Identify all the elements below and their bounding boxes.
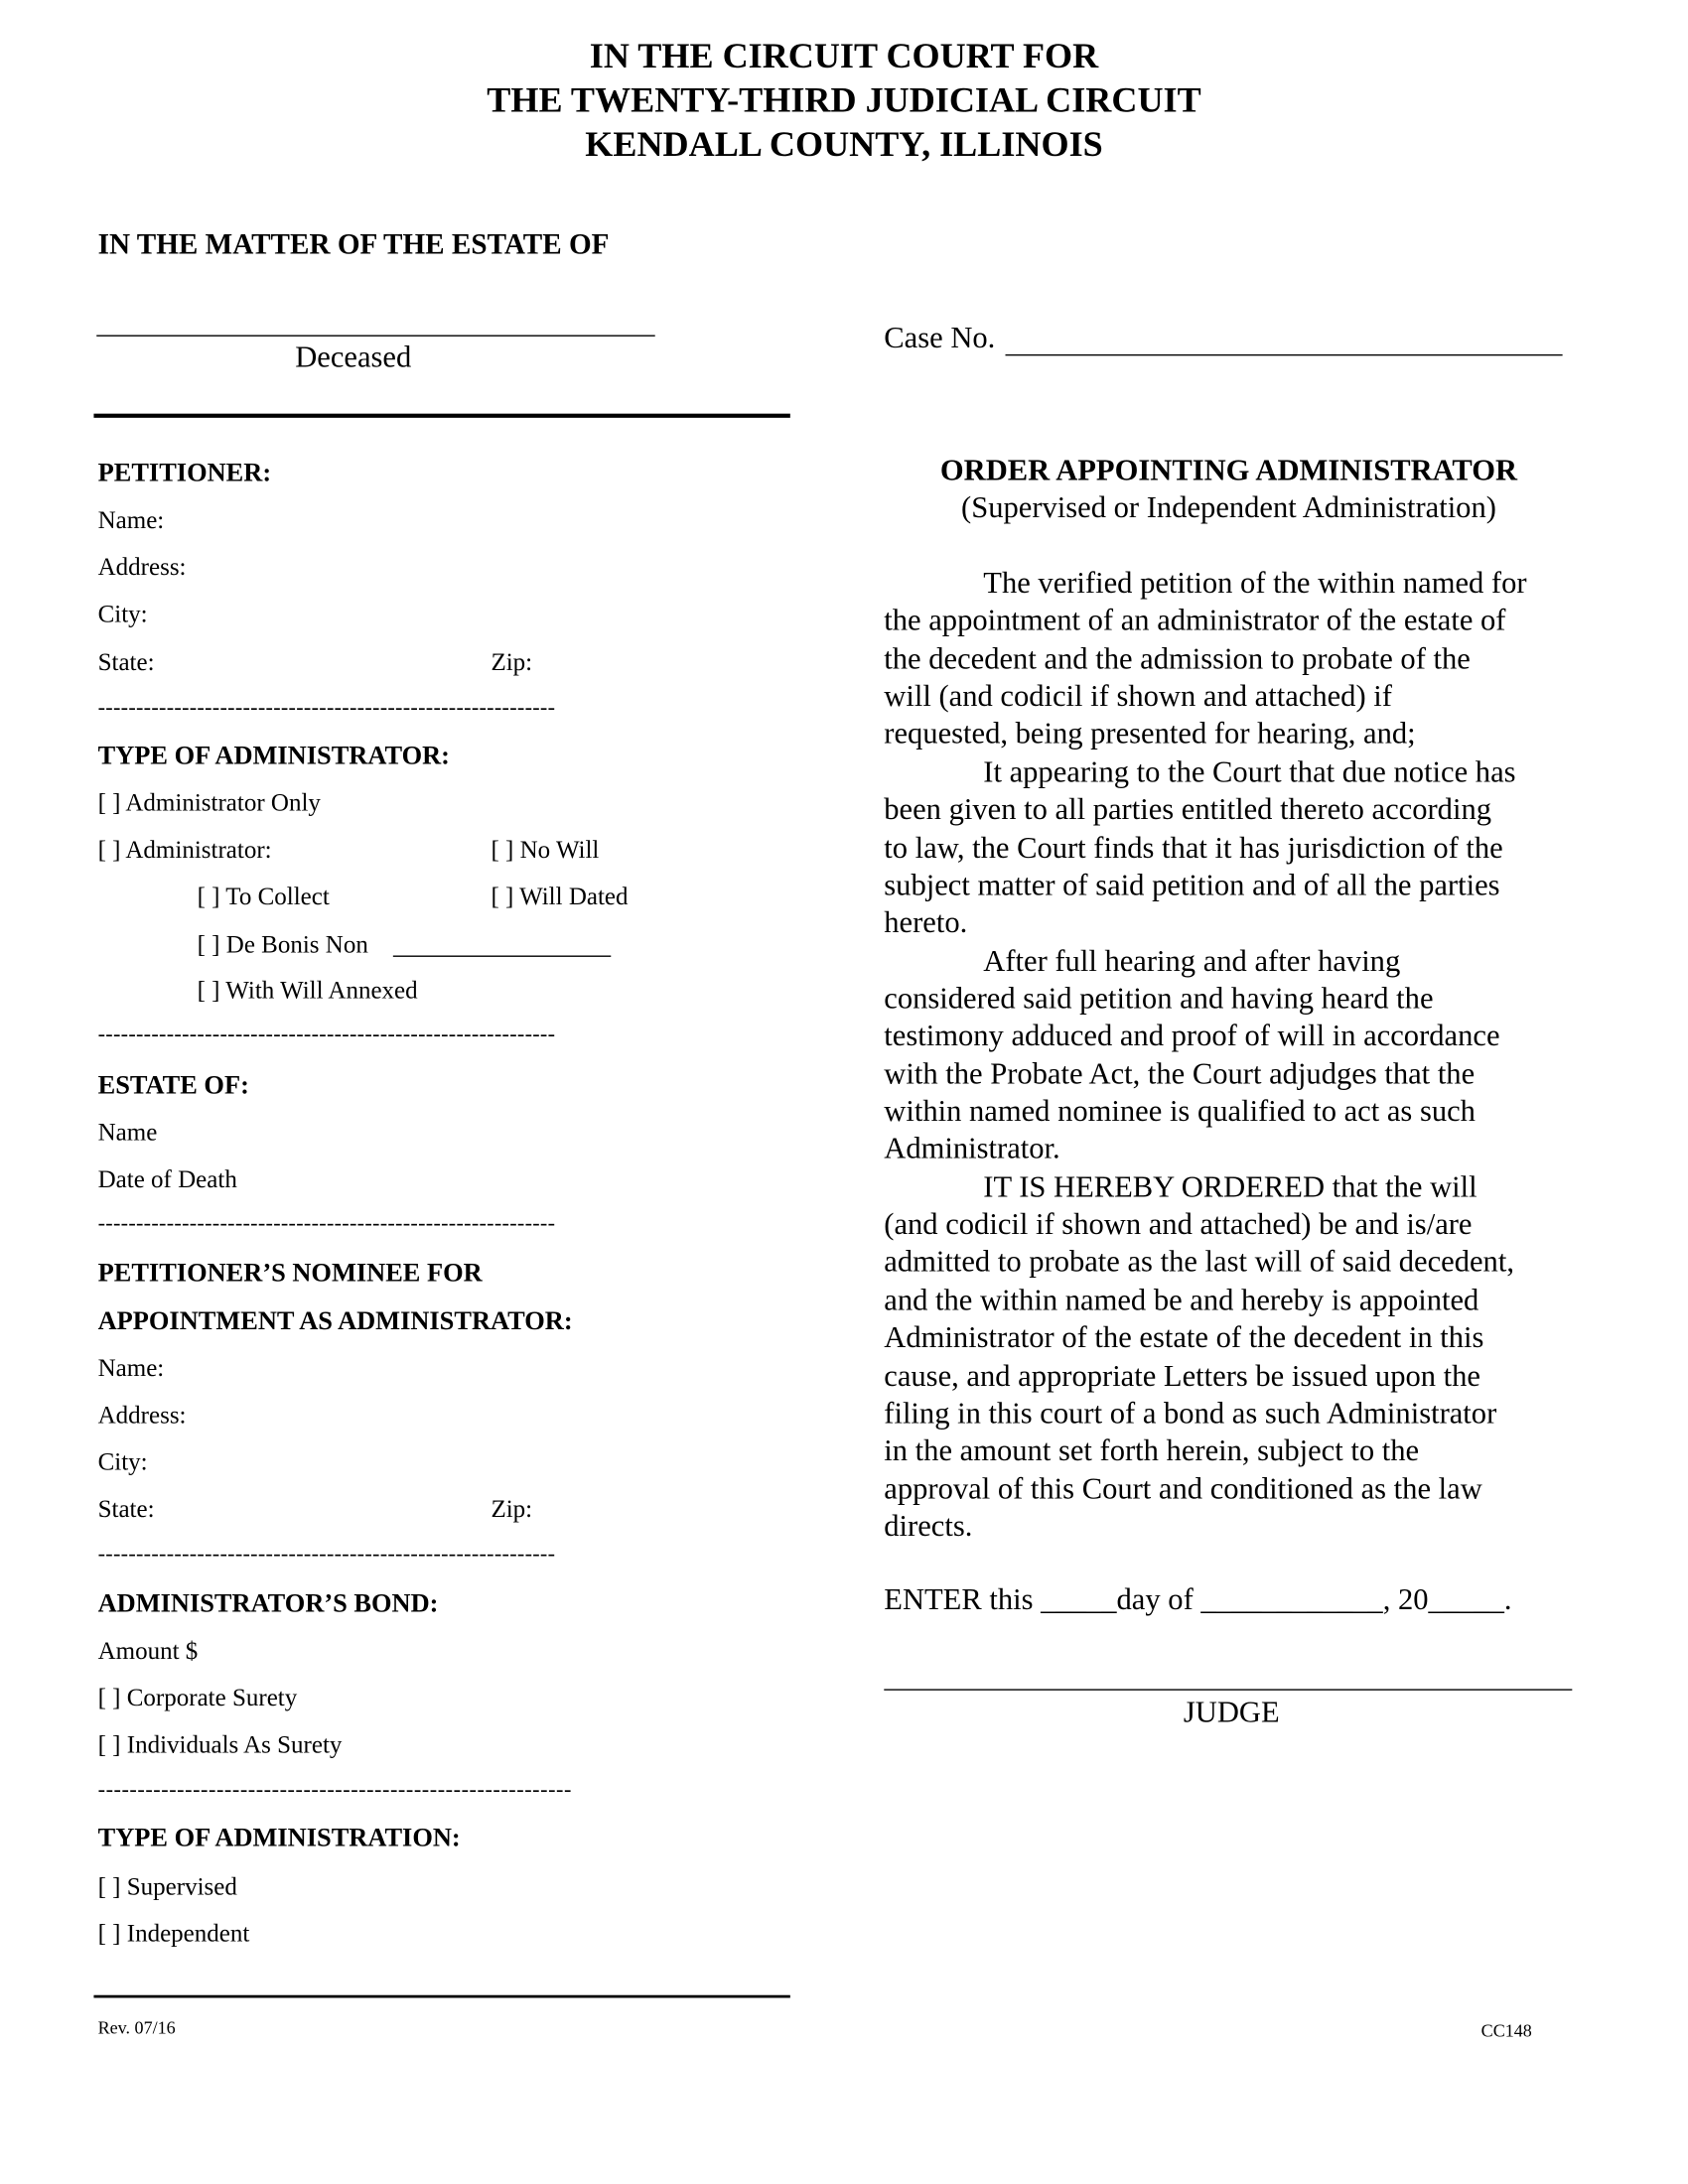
no-will-checkbox[interactable]: [ ] No Will xyxy=(491,835,600,864)
order-text-line: hereto. xyxy=(884,904,968,940)
order-text-line: will (and codicil if shown and attached) if xyxy=(884,678,1392,714)
order-text-line: in the amount set forth herein, subject to the xyxy=(884,1433,1420,1468)
nominee-heading: PETITIONER’S NOMINEE FOR xyxy=(97,1259,483,1289)
nominee-name-label: Name: xyxy=(97,1353,165,1382)
nominee-zip-label: Zip: xyxy=(491,1494,533,1523)
dashed-divider: ------------------------------------------------------------ xyxy=(97,1023,556,1047)
order-text-line: the decedent and the admission to probate of the xyxy=(884,640,1471,676)
type-of-administrator-heading: TYPE OF ADMINISTRATOR: xyxy=(97,742,450,771)
petitioner-zip-label: Zip: xyxy=(491,647,533,676)
order-text-line: to law, the Court finds that it has jurisdiction of the xyxy=(884,829,1503,865)
order-text-line: It appearing to the Court that due notice has xyxy=(983,753,1516,789)
dashed-divider: ------------------------------------------------------------ xyxy=(97,1211,556,1236)
order-body xyxy=(884,564,1573,1545)
decedent-name-line xyxy=(96,336,655,337)
order-text-line: IT IS HEREBY ORDERED that the will xyxy=(983,1168,1477,1204)
administrator-only-checkbox[interactable]: [ ] Administrator Only xyxy=(97,788,321,817)
deceased-label: Deceased xyxy=(295,339,412,374)
order-text-line: requested, being presented for hearing, and; xyxy=(884,716,1416,751)
nominee-state-label: State: xyxy=(97,1494,155,1523)
de-bonis-non-line xyxy=(393,956,611,957)
order-text-line: the appointment of an administrator of the estate of xyxy=(884,603,1506,638)
nominee-city-label: City: xyxy=(97,1447,148,1476)
dashed-divider: ------------------------------------------------------------ xyxy=(97,696,556,721)
supervised-checkbox[interactable]: [ ] Supervised xyxy=(97,1872,237,1900)
nominee-address-label: Address: xyxy=(97,1401,187,1429)
judge-signature-line[interactable] xyxy=(884,1689,1572,1690)
order-title: ORDER APPOINTING ADMINISTRATOR xyxy=(939,452,1518,487)
county-name: KENDALL COUNTY, ILLINOIS xyxy=(585,124,1103,165)
bond-amount-label: Amount $ xyxy=(97,1636,199,1665)
order-text-line: (and codicil if shown and attached) be and is/are xyxy=(884,1206,1473,1242)
bond-heading: ADMINISTRATOR’S BOND: xyxy=(97,1589,439,1619)
estate-name-label: Name xyxy=(97,1118,158,1147)
petitioner-heading: PETITIONER: xyxy=(97,459,272,488)
thick-divider xyxy=(93,414,789,418)
petitioner-city-label: City: xyxy=(97,600,148,627)
corporate-surety-checkbox[interactable]: [ ] Corporate Surety xyxy=(97,1683,298,1711)
order-subtitle: (Supervised or Independent Administration) xyxy=(961,489,1496,524)
nominee-heading-2: APPOINTMENT AS ADMINISTRATOR: xyxy=(97,1306,573,1336)
order-text-line: considered said petition and having heard the xyxy=(884,980,1434,1016)
circuit-name: THE TWENTY-THIRD JUDICIAL CIRCUIT xyxy=(487,79,1201,120)
case-no-line xyxy=(1006,354,1563,355)
order-text-line: Administrator. xyxy=(884,1131,1060,1166)
type-of-administration-heading: TYPE OF ADMINISTRATION: xyxy=(97,1824,461,1853)
order-text-line: within named nominee is qualified to act as such xyxy=(884,1093,1476,1129)
individuals-surety-checkbox[interactable]: [ ] Individuals As Surety xyxy=(97,1730,343,1758)
order-text-line: After full hearing and after having xyxy=(983,942,1401,978)
order-text-line: Administrator of the estate of the decedent in this xyxy=(884,1319,1484,1355)
order-text-line: directs. xyxy=(884,1508,973,1544)
order-text-line: subject matter of said petition and of all the parties xyxy=(884,867,1500,902)
petitioner-name-label: Name: xyxy=(97,505,165,534)
enter-date-line[interactable]: ENTER this _____day of ____________, 20_____. xyxy=(884,1581,1512,1616)
to-collect-checkbox[interactable]: [ ] To Collect xyxy=(197,882,330,910)
petitioner-address-label: Address: xyxy=(97,552,187,581)
date-of-death-label: Date of Death xyxy=(97,1164,237,1193)
revision-label: Rev. 07/16 xyxy=(97,2016,176,2038)
independent-checkbox[interactable]: [ ] Independent xyxy=(97,1919,250,1948)
will-dated-checkbox[interactable]: [ ] Will Dated xyxy=(491,882,629,910)
order-text-line: with the Probate Act, the Court adjudges that the xyxy=(884,1055,1476,1091)
estate-of-heading: ESTATE OF: xyxy=(97,1071,249,1101)
form-number: CC148 xyxy=(1480,2019,1532,2041)
dashed-divider: ------------------------------------------------------------ xyxy=(97,1778,572,1803)
with-will-annexed-checkbox[interactable]: [ ] With Will Annexed xyxy=(197,976,418,1005)
case-no-label: Case No. xyxy=(884,320,996,354)
court-name: IN THE CIRCUIT COURT FOR xyxy=(589,36,1099,76)
administrator-checkbox[interactable]: [ ] Administrator: xyxy=(97,835,272,864)
order-text-line: cause, and appropriate Letters be issued upon the xyxy=(884,1357,1480,1393)
de-bonis-non-checkbox[interactable]: [ ] De Bonis Non xyxy=(197,930,368,959)
order-text-line: admitted to probate as the last will of said decedent, xyxy=(884,1244,1514,1280)
order-text-line: filing in this court of a bond as such Administrator xyxy=(884,1395,1497,1431)
dashed-divider: ------------------------------------------------------------ xyxy=(97,1543,556,1567)
order-text-line: approval of this Court and conditioned as the law xyxy=(884,1470,1482,1506)
bottom-divider xyxy=(93,1995,789,1998)
judge-label: JUDGE xyxy=(1183,1694,1280,1729)
order-text-line: been given to all parties entitled thereto according xyxy=(884,791,1492,827)
petitioner-state-label: State: xyxy=(97,647,155,676)
order-text-line: testimony adduced and proof of will in accordance xyxy=(884,1018,1500,1053)
order-text-line: and the within named be and hereby is appointed xyxy=(884,1282,1479,1317)
estate-caption: IN THE MATTER OF THE ESTATE OF xyxy=(97,227,610,261)
order-text-line: The verified petition of the within named for xyxy=(983,565,1527,601)
